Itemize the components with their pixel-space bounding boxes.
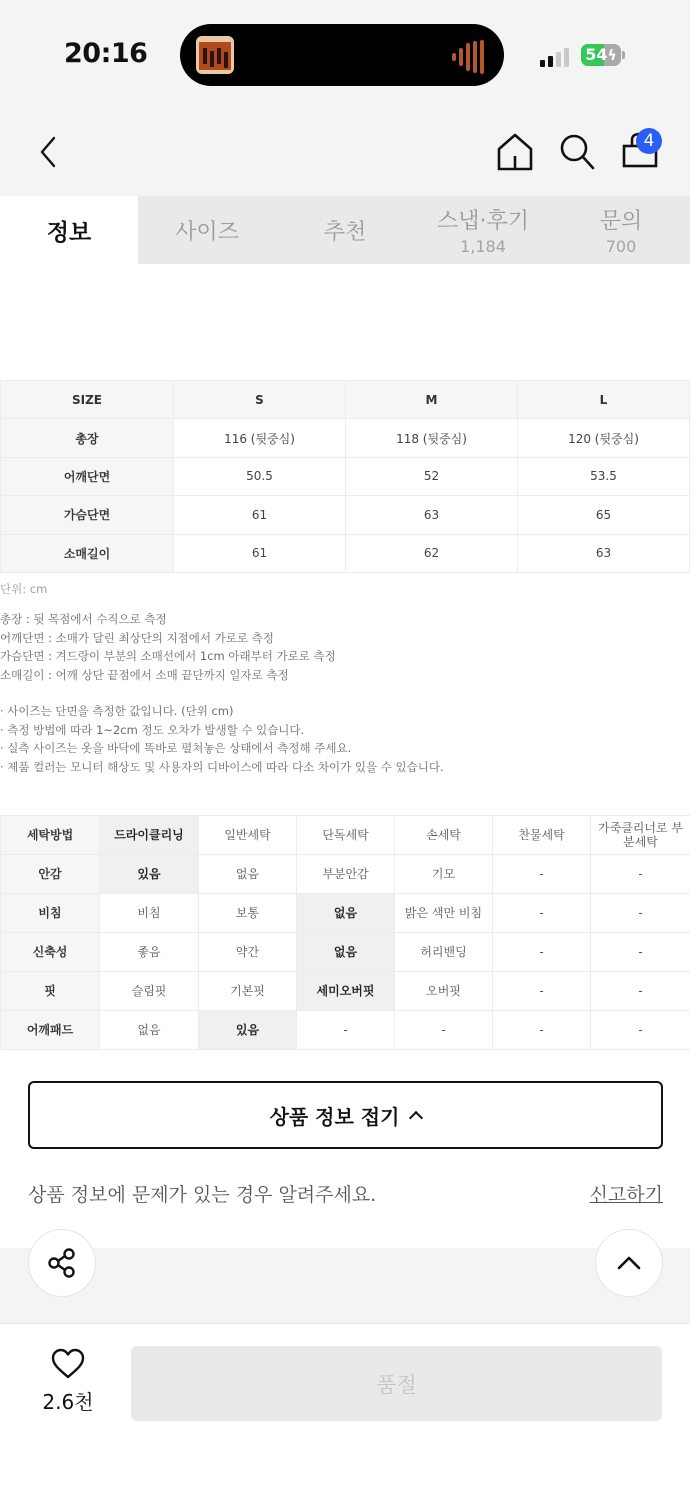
header-cell: S [174, 381, 346, 419]
caution-notes [0, 702, 690, 776]
table-row [1, 855, 690, 894]
table-cell: 116 (뒷중심) [174, 419, 346, 457]
table-cell: 허리밴딩 [395, 933, 493, 972]
table-cell: 찬물세탁 [493, 816, 591, 855]
battery-tip [622, 51, 625, 59]
tab-size[interactable] [138, 196, 276, 264]
table-cell: 보통 [199, 894, 297, 933]
row-label: 총장 [1, 419, 174, 457]
table-cell: 없음 [297, 933, 395, 972]
collapse-product-info-button[interactable] [28, 1081, 663, 1149]
header-cell: SIZE [1, 381, 174, 419]
table-cell: 없음 [199, 855, 297, 894]
status-bar [0, 0, 690, 110]
table-cell: - [395, 1011, 493, 1050]
table-row [1, 894, 690, 933]
charging-bolt-icon: ϟ [607, 48, 617, 64]
row-label: 가슴단면 [1, 496, 174, 534]
collapse-button-label: 상품 정보 접기 [269, 1104, 400, 1129]
table-cell: 단독세탁 [297, 816, 395, 855]
table-cell: 기본핏 [199, 972, 297, 1011]
tab-snap-review[interactable] [414, 196, 552, 264]
cart-count-badge: 4 [636, 128, 662, 154]
table-cell: - [493, 972, 591, 1011]
note-line: 소매길이 : 어깨 상단 끝점에서 소매 끝단까지 일자로 측정 [0, 667, 289, 682]
table-cell: 밝은 색만 비침 [395, 894, 493, 933]
table-cell: 없음 [100, 1011, 199, 1050]
row-label: 세탁방법 [1, 816, 100, 855]
chevron-left-icon [30, 132, 66, 172]
table-cell: 일반세탁 [199, 816, 297, 855]
product-tabs [0, 196, 690, 264]
table-row [1, 933, 690, 972]
like-count: 2.6천 [42, 1390, 94, 1414]
battery-percent: 54 [585, 45, 608, 64]
battery-icon [581, 44, 621, 66]
table-cell: - [591, 855, 690, 894]
table-cell: 드라이클리닝 [100, 816, 199, 855]
chevron-up-icon [614, 1248, 644, 1278]
table-cell: 손세탁 [395, 816, 493, 855]
table-cell: - [297, 1011, 395, 1050]
table-row [1, 972, 690, 1011]
table-row [1, 496, 690, 534]
table-cell: - [591, 1011, 690, 1050]
table-cell: 슬림핏 [100, 972, 199, 1011]
table-cell: 가죽클리너로 부분세탁 [591, 816, 690, 855]
top-nav-bar [0, 110, 690, 196]
tab-count: 1,184 [460, 237, 506, 256]
tab-count: 700 [605, 237, 637, 256]
size-table [0, 380, 690, 573]
note-line: 어깨단면 : 소매가 달린 최상단의 지점에서 가로로 측정 [0, 630, 274, 645]
search-icon [556, 130, 598, 174]
table-row [1, 457, 690, 495]
table-row [1, 816, 690, 855]
table-cell: - [493, 933, 591, 972]
cellular-signal-icon [540, 47, 572, 67]
share-icon [45, 1246, 79, 1280]
section-divider-band [0, 1248, 690, 1324]
tab-label: 사이즈 [175, 219, 239, 245]
header-cell: L [518, 381, 690, 419]
search-button[interactable] [556, 130, 598, 174]
tab-inquiry[interactable] [552, 196, 690, 264]
home-button[interactable] [494, 130, 536, 174]
table-cell: - [591, 972, 690, 1011]
note-line: · 제품 컬러는 모니터 해상도 및 사용자의 디바이스에 따라 다소 차이가 있을 수 있습니다. [0, 759, 444, 774]
note-line: 가슴단면 : 겨드랑이 부분의 소매선에서 1cm 아래부터 가로로 측정 [0, 649, 336, 664]
heart-icon [50, 1348, 86, 1380]
table-cell: 53.5 [518, 457, 690, 495]
unit-note: 단위: cm [0, 582, 48, 596]
note-line: 총장 : 뒷 목점에서 수직으로 측정 [0, 612, 167, 626]
table-cell: 63 [518, 534, 690, 572]
table-cell: 62 [346, 534, 518, 572]
scroll-to-top-button[interactable] [595, 1229, 663, 1297]
back-button[interactable] [30, 132, 66, 172]
size-table-header [1, 381, 690, 419]
note-line: · 측정 방법에 따라 1~2cm 정도 오차가 발생할 수 있습니다. [0, 722, 305, 737]
table-cell: 약간 [199, 933, 297, 972]
table-cell: - [591, 894, 690, 933]
care-info-table [0, 815, 690, 1050]
report-message: 상품 정보에 문제가 있는 경우 알려주세요. [28, 1183, 377, 1206]
table-row [1, 419, 690, 457]
table-cell: 좋음 [100, 933, 199, 972]
table-cell: - [493, 855, 591, 894]
header-cell: M [346, 381, 518, 419]
table-cell: 오버핏 [395, 972, 493, 1011]
table-cell: 비침 [100, 894, 199, 933]
row-label: 안감 [1, 855, 100, 894]
tab-recommend[interactable] [276, 196, 414, 264]
table-cell: - [591, 933, 690, 972]
like-button[interactable] [30, 1348, 106, 1418]
sold-out-button[interactable]: 품절 [131, 1346, 662, 1421]
now-playing-album-art[interactable] [196, 36, 234, 74]
table-cell: 61 [174, 496, 346, 534]
table-row [1, 534, 690, 572]
table-cell: 118 (뒷중심) [346, 419, 518, 457]
tab-label: 정보 [46, 219, 92, 246]
table-row [1, 1011, 690, 1050]
share-button[interactable] [28, 1229, 96, 1297]
report-row [28, 1178, 663, 1208]
tab-label: 문의 [599, 209, 643, 234]
home-icon [494, 130, 536, 174]
row-label: 비침 [1, 894, 100, 933]
table-cell: 있음 [100, 855, 199, 894]
audio-waveform-icon [452, 38, 492, 74]
table-cell: - [493, 1011, 591, 1050]
row-label: 어깨단면 [1, 457, 174, 495]
table-cell: 52 [346, 457, 518, 495]
table-cell: - [493, 894, 591, 933]
table-cell: 있음 [199, 1011, 297, 1050]
table-cell: 65 [518, 496, 690, 534]
report-link[interactable]: 신고하기 [589, 1183, 663, 1206]
table-cell: 기모 [395, 855, 493, 894]
table-cell: 세미오버핏 [297, 972, 395, 1011]
status-time: 20:16 [64, 38, 148, 69]
table-cell: 61 [174, 534, 346, 572]
tab-info[interactable] [0, 196, 138, 264]
measurement-notes [0, 610, 690, 684]
note-line: · 실측 사이즈는 옷을 바닥에 똑바로 펼쳐놓은 상태에서 측정해 주세요. [0, 741, 352, 756]
table-cell: 없음 [297, 894, 395, 933]
tab-label: 추천 [323, 219, 367, 245]
row-label: 신축성 [1, 933, 100, 972]
table-cell: 120 (뒷중심) [518, 419, 690, 457]
table-cell: 부분안감 [297, 855, 395, 894]
row-label: 소매길이 [1, 534, 174, 572]
table-cell: 63 [346, 496, 518, 534]
row-label: 어깨패드 [1, 1011, 100, 1050]
tab-label: 스냅·후기 [436, 209, 529, 234]
note-line: · 사이즈는 단면을 측정한 값입니다. (단위 cm) [0, 704, 234, 718]
table-cell: 50.5 [174, 457, 346, 495]
chevron-up-icon [409, 1111, 423, 1125]
row-label: 핏 [1, 972, 100, 1011]
